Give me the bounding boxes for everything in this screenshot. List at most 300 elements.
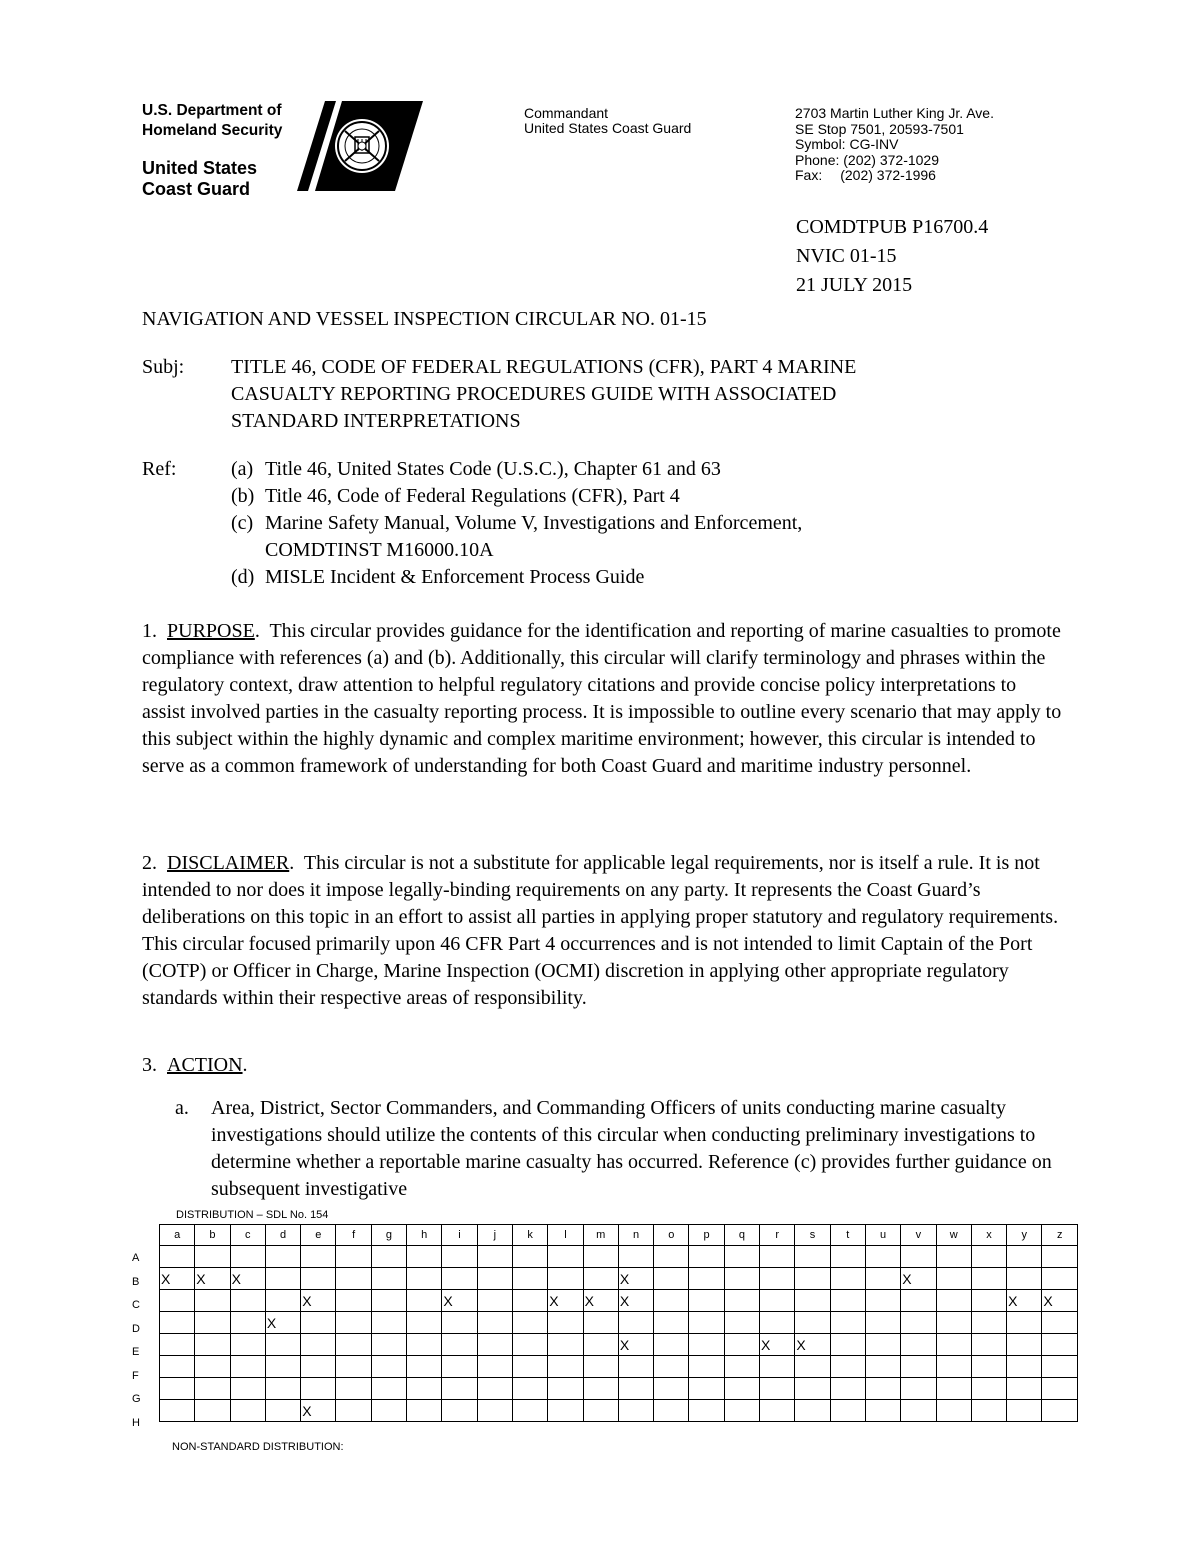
distribution-cell <box>442 1356 477 1378</box>
distribution-cell <box>795 1378 830 1400</box>
distribution-cell <box>936 1268 971 1290</box>
distribution-cell: X <box>618 1334 653 1356</box>
distribution-cell: X <box>795 1334 830 1356</box>
distribution-cell <box>160 1246 195 1268</box>
distribution-cell <box>265 1400 300 1422</box>
distribution-cell <box>230 1334 265 1356</box>
action-item-a <box>175 1095 1055 1203</box>
distribution-cell: X <box>618 1290 653 1312</box>
org-line-1: United States <box>142 158 258 178</box>
distribution-cell: X <box>301 1400 336 1422</box>
distribution-cell <box>407 1268 442 1290</box>
commandant-line-2: United States Coast Guard <box>524 120 692 136</box>
distribution-column-g: g <box>371 1225 406 1246</box>
org-line-2: Coast Guard <box>142 179 251 199</box>
fax-label: Fax: <box>795 167 823 183</box>
distribution-cell <box>160 1312 195 1334</box>
distribution-column-n: n <box>618 1225 653 1246</box>
distribution-column-q: q <box>724 1225 759 1246</box>
distribution-cell <box>795 1246 830 1268</box>
distribution-cell <box>1007 1268 1042 1290</box>
distribution-cell <box>301 1246 336 1268</box>
distribution-cell <box>689 1334 724 1356</box>
address-street: 2703 Martin Luther King Jr. Ave. <box>795 105 994 121</box>
distribution-column-s: s <box>795 1225 830 1246</box>
distribution-cell <box>689 1290 724 1312</box>
address-symbol: Symbol: CG-INV <box>795 136 899 152</box>
distribution-cell <box>512 1378 547 1400</box>
distribution-cell <box>371 1290 406 1312</box>
distribution-cell <box>477 1334 512 1356</box>
distribution-cell <box>265 1290 300 1312</box>
department-name <box>142 101 282 141</box>
distribution-cell <box>830 1312 865 1334</box>
reference-b-text: Title 46, Code of Federal Regulations (CFR), Part 4 <box>265 485 680 507</box>
distribution-cell <box>548 1312 583 1334</box>
distribution-row-label-B: B <box>132 1275 140 1288</box>
purpose-heading: PURPOSE <box>167 620 255 642</box>
distribution-cell <box>689 1400 724 1422</box>
distribution-cell <box>301 1268 336 1290</box>
distribution-cell <box>654 1268 689 1290</box>
distribution-cell <box>583 1268 618 1290</box>
distribution-cell <box>336 1400 371 1422</box>
distribution-cell <box>689 1378 724 1400</box>
distribution-row-D <box>160 1312 1078 1334</box>
distribution-cell <box>724 1290 759 1312</box>
distribution-cell <box>336 1268 371 1290</box>
distribution-cell <box>371 1246 406 1268</box>
distribution-cell <box>265 1246 300 1268</box>
distribution-cell <box>230 1246 265 1268</box>
distribution-cell <box>195 1356 230 1378</box>
distribution-cell <box>901 1400 936 1422</box>
distribution-row-B <box>160 1268 1078 1290</box>
distribution-cell <box>1007 1246 1042 1268</box>
distribution-cell <box>442 1334 477 1356</box>
distribution-cell: X <box>160 1268 195 1290</box>
distribution-cell <box>1042 1246 1078 1268</box>
distribution-column-w: w <box>936 1225 971 1246</box>
distribution-cell <box>936 1400 971 1422</box>
distribution-cell <box>371 1268 406 1290</box>
distribution-column-f: f <box>336 1225 371 1246</box>
distribution-cell <box>971 1400 1006 1422</box>
distribution-cell <box>301 1312 336 1334</box>
distribution-column-o: o <box>654 1225 689 1246</box>
distribution-table <box>159 1224 1078 1422</box>
distribution-cell <box>689 1268 724 1290</box>
distribution-cell <box>760 1312 795 1334</box>
distribution-cell: X <box>442 1290 477 1312</box>
distribution-cell <box>1007 1400 1042 1422</box>
coast-guard-seal-icon <box>297 101 427 199</box>
distribution-column-h: h <box>407 1225 442 1246</box>
distribution-row-H <box>160 1400 1078 1422</box>
distribution-cell <box>830 1246 865 1268</box>
action-number: 3. <box>142 1054 157 1076</box>
distribution-cell <box>512 1312 547 1334</box>
distribution-cell <box>865 1268 900 1290</box>
distribution-cell <box>583 1312 618 1334</box>
distribution-cell <box>477 1400 512 1422</box>
distribution-cell <box>548 1378 583 1400</box>
distribution-column-x: x <box>971 1225 1006 1246</box>
distribution-cell <box>477 1356 512 1378</box>
distribution-cell <box>1007 1356 1042 1378</box>
page-title: NAVIGATION AND VESSEL INSPECTION CIRCULAR NO. 01-15 <box>142 308 707 330</box>
distribution-cell <box>407 1290 442 1312</box>
distribution-cell <box>1042 1334 1078 1356</box>
distribution-cell <box>618 1312 653 1334</box>
reference-label: Ref: <box>142 458 177 480</box>
distribution-cell <box>230 1378 265 1400</box>
distribution-cell <box>442 1378 477 1400</box>
distribution-cell <box>265 1334 300 1356</box>
reference-a-text: Title 46, United States Code (U.S.C.), Chapter 61 and 63 <box>265 458 721 480</box>
distribution-column-m: m <box>583 1225 618 1246</box>
distribution-cell <box>901 1334 936 1356</box>
distribution-cell <box>583 1356 618 1378</box>
distribution-cell <box>407 1400 442 1422</box>
distribution-cell <box>760 1268 795 1290</box>
subject-line-2: CASUALTY REPORTING PROCEDURES GUIDE WITH ASSOCIATED <box>231 383 837 405</box>
distribution-cell <box>936 1378 971 1400</box>
distribution-cell <box>371 1378 406 1400</box>
distribution-cell <box>336 1334 371 1356</box>
distribution-cell <box>865 1378 900 1400</box>
disclaimer-number: 2. <box>142 852 157 874</box>
distribution-cell <box>971 1290 1006 1312</box>
reference-b-letter: (b) <box>231 485 255 507</box>
distribution-column-p: p <box>689 1225 724 1246</box>
distribution-cell <box>760 1378 795 1400</box>
reference-d-text: MISLE Incident & Enforcement Process Guide <box>265 566 645 588</box>
distribution-cell <box>512 1334 547 1356</box>
distribution-cell <box>301 1334 336 1356</box>
action-heading-line: 3. ACTION. <box>142 1054 248 1076</box>
distribution-cell <box>548 1334 583 1356</box>
distribution-cell: X <box>195 1268 230 1290</box>
address-fax <box>795 168 994 184</box>
distribution-cell <box>936 1290 971 1312</box>
distribution-cell <box>795 1312 830 1334</box>
distribution-cell <box>512 1290 547 1312</box>
distribution-cell <box>865 1334 900 1356</box>
distribution-cell <box>865 1290 900 1312</box>
distribution-column-c: c <box>230 1225 265 1246</box>
distribution-cell <box>760 1400 795 1422</box>
reference-list <box>231 456 802 591</box>
distribution-cell <box>160 1356 195 1378</box>
dept-line-1: U.S. Department of <box>142 102 282 119</box>
distribution-cell <box>724 1378 759 1400</box>
distribution-cell <box>407 1312 442 1334</box>
distribution-cell <box>971 1334 1006 1356</box>
distribution-cell <box>1007 1334 1042 1356</box>
distribution-cell <box>548 1356 583 1378</box>
distribution-cell: X <box>1007 1290 1042 1312</box>
distribution-cell <box>830 1378 865 1400</box>
distribution-cell <box>477 1290 512 1312</box>
distribution-cell <box>795 1268 830 1290</box>
distribution-cell <box>901 1356 936 1378</box>
distribution-row-label-G: G <box>132 1393 141 1405</box>
distribution-cell <box>336 1312 371 1334</box>
disclaimer-paragraph: 2. DISCLAIMER. This circular is not a substitute for applicable legal requirements, nor is itself a rule. It is not intended to nor does it impose legally-binding requirements on any party. It represents the Coast Guard’s deliberations on this topic in an effort to assist all parties in applying proper statutory and regulatory requirements. This circular focused primarily upon 46 CFR Part 4 occurrences and is not intended to limit Captain of the Port (COTP) or Officer in Charge, Marine Inspection (OCMI) discretion in applying other appropriate regulatory standards within their respective areas of responsibility. <box>142 852 1059 1009</box>
distribution-cell <box>265 1378 300 1400</box>
distribution-cell <box>1042 1268 1078 1290</box>
distribution-cell <box>936 1246 971 1268</box>
distribution-cell <box>795 1290 830 1312</box>
distribution-cell <box>971 1268 1006 1290</box>
distribution-cell <box>724 1400 759 1422</box>
reference-c-text: Marine Safety Manual, Volume V, Investigations and Enforcement, <box>265 512 803 534</box>
distribution-cell <box>442 1268 477 1290</box>
distribution-cell <box>512 1356 547 1378</box>
distribution-cell <box>548 1246 583 1268</box>
distribution-column-r: r <box>760 1225 795 1246</box>
nonstandard-distribution: NON-STANDARD DISTRIBUTION: <box>172 1441 344 1453</box>
distribution-cell <box>618 1378 653 1400</box>
distribution-cell <box>865 1246 900 1268</box>
distribution-cell <box>160 1378 195 1400</box>
distribution-row-label-A: A <box>132 1252 140 1264</box>
distribution-cell <box>830 1268 865 1290</box>
distribution-cell <box>160 1290 195 1312</box>
distribution-cell <box>689 1312 724 1334</box>
distribution-row-label-E: E <box>132 1346 140 1358</box>
distribution-column-b: b <box>195 1225 230 1246</box>
distribution-cell <box>195 1378 230 1400</box>
distribution-cell <box>1042 1312 1078 1334</box>
distribution-cell <box>407 1334 442 1356</box>
distribution-cell <box>265 1268 300 1290</box>
distribution-column-d: d <box>265 1225 300 1246</box>
distribution-cell <box>583 1246 618 1268</box>
distribution-column-v: v <box>901 1225 936 1246</box>
distribution-row-E <box>160 1334 1078 1356</box>
distribution-cell <box>689 1246 724 1268</box>
action-a-text: Area, District, Sector Commanders, and Commanding Officers of units conducting marine casualty investigations should utilize the contents of this circular when conducting preliminary investigations to determine whether a reportable marine casualty has occurred. Reference (c) provides further guidance on subsequent investigative <box>211 1097 1052 1200</box>
distribution-cell <box>971 1356 1006 1378</box>
distribution-cell <box>336 1378 371 1400</box>
distribution-cell <box>548 1268 583 1290</box>
distribution-cell <box>971 1246 1006 1268</box>
commandant-line-1: Commandant <box>524 105 609 121</box>
distribution-cell <box>548 1400 583 1422</box>
reference-d-letter: (d) <box>231 566 255 588</box>
distribution-cell <box>230 1290 265 1312</box>
distribution-cell <box>371 1334 406 1356</box>
distribution-cell <box>477 1246 512 1268</box>
distribution-cell <box>936 1356 971 1378</box>
distribution-cell <box>1007 1312 1042 1334</box>
distribution-cell <box>971 1312 1006 1334</box>
distribution-cell <box>1007 1378 1042 1400</box>
distribution-cell <box>583 1334 618 1356</box>
distribution-cell: X <box>901 1268 936 1290</box>
distribution-cell: X <box>265 1312 300 1334</box>
distribution-cell <box>795 1356 830 1378</box>
distribution-cell <box>336 1356 371 1378</box>
subject-text <box>231 354 1021 435</box>
distribution-cell <box>336 1290 371 1312</box>
distribution-column-y: y <box>1007 1225 1042 1246</box>
distribution-cell: X <box>301 1290 336 1312</box>
distribution-cell: X <box>583 1290 618 1312</box>
distribution-cell <box>442 1312 477 1334</box>
distribution-cell <box>830 1290 865 1312</box>
distribution-row-label-H: H <box>132 1416 140 1429</box>
purpose-paragraph: 1. PURPOSE. This circular provides guidance for the identification and reporting of marine casualties to promote compliance with references (a) and (b). Additionally, this circular will clarify terminology and phrases within the regulatory context, draw attention to helpful regulatory citations and provide concise policy interpretations to assist involved parties in the casualty reporting process. It is impossible to outline every scenario that may apply to this subject within the highly dynamic and complex maritime environment; however, this circular is intended to serve as a common framework of understanding for both Coast Guard and maritime industry personnel. <box>142 620 1062 777</box>
distribution-cell <box>760 1290 795 1312</box>
distribution-cell <box>160 1334 195 1356</box>
reference-d <box>231 564 802 591</box>
subject-line-1: TITLE 46, CODE OF FEDERAL REGULATIONS (CFR), PART 4 MARINE <box>231 356 857 378</box>
distribution-cell <box>230 1356 265 1378</box>
purpose-text: This circular provides guidance for the identification and reporting of marine casualties to promote compliance with references (a) and (b). Additionally, this circular will clarify terminology and phrases within the regulatory context, draw attention to helpful regulatory citations and provide concise policy interpretations to assist involved parties in the casualty reporting process. It is impossible to outline every scenario that may apply to this subject within the highly dynamic and complex maritime environment; however, this circular is intended to serve as a common framework of understanding for both Coast Guard and maritime industry personnel. <box>142 620 1062 777</box>
publication-date: 21 JULY 2015 <box>796 274 913 296</box>
distribution-cell: X <box>548 1290 583 1312</box>
distribution-cell <box>195 1400 230 1422</box>
distribution-cell <box>654 1334 689 1356</box>
distribution-cell: X <box>230 1268 265 1290</box>
nvic-number: NVIC 01-15 <box>796 245 897 267</box>
disclaimer-heading: DISCLAIMER <box>167 852 290 874</box>
distribution-cell <box>654 1378 689 1400</box>
distribution-cell <box>724 1246 759 1268</box>
distribution-column-z: z <box>1042 1225 1078 1246</box>
distribution-cell <box>830 1400 865 1422</box>
reference-c <box>231 510 802 537</box>
distribution-column-u: u <box>865 1225 900 1246</box>
distribution-cell <box>865 1400 900 1422</box>
reference-b <box>231 483 802 510</box>
commandant-block <box>524 106 691 136</box>
distribution-column-e: e <box>301 1225 336 1246</box>
distribution-cell <box>160 1400 195 1422</box>
organization-name <box>142 158 257 200</box>
distribution-row-label-C: C <box>132 1299 140 1311</box>
distribution-column-i: i <box>442 1225 477 1246</box>
distribution-cell <box>724 1312 759 1334</box>
distribution-cell <box>230 1312 265 1334</box>
distribution-cell <box>830 1334 865 1356</box>
distribution-row-F <box>160 1356 1078 1378</box>
distribution-cell <box>265 1356 300 1378</box>
dept-line-2: Homeland Security <box>142 122 283 139</box>
distribution-cell <box>618 1356 653 1378</box>
action-a-label: a. <box>175 1097 189 1119</box>
distribution-cell <box>1042 1356 1078 1378</box>
publication-block <box>796 213 988 300</box>
distribution-cell <box>654 1290 689 1312</box>
distribution-cell <box>901 1378 936 1400</box>
distribution-cell <box>724 1334 759 1356</box>
distribution-cell <box>512 1400 547 1422</box>
distribution-cell <box>512 1246 547 1268</box>
comdtpub-number: COMDTPUB P16700.4 <box>796 216 989 238</box>
distribution-cell <box>477 1378 512 1400</box>
distribution-cell <box>760 1246 795 1268</box>
distribution-cell <box>301 1356 336 1378</box>
reference-a <box>231 456 802 483</box>
reference-c-letter: (c) <box>231 512 254 534</box>
distribution-cell <box>583 1378 618 1400</box>
distribution-cell <box>724 1356 759 1378</box>
distribution-cell <box>901 1312 936 1334</box>
distribution-cell <box>195 1334 230 1356</box>
distribution-cell <box>724 1268 759 1290</box>
distribution-cell: X <box>618 1268 653 1290</box>
distribution-cell <box>1042 1378 1078 1400</box>
distribution-cell <box>407 1246 442 1268</box>
distribution-cell <box>689 1356 724 1378</box>
distribution-cell <box>583 1400 618 1422</box>
distribution-cell <box>936 1312 971 1334</box>
distribution-cell <box>654 1312 689 1334</box>
distribution-cell <box>865 1356 900 1378</box>
distribution-cell: X <box>1042 1290 1078 1312</box>
distribution-row-A <box>160 1246 1078 1268</box>
distribution-cell <box>936 1334 971 1356</box>
distribution-cell <box>336 1246 371 1268</box>
address-stop: SE Stop 7501, 20593-7501 <box>795 120 964 137</box>
distribution-row-labels <box>132 1226 158 1435</box>
action-heading: ACTION <box>167 1054 243 1076</box>
distribution-header-row <box>160 1225 1078 1246</box>
distribution-column-k: k <box>512 1225 547 1246</box>
fax-number: (202) 372-1996 <box>840 167 936 183</box>
distribution-cell <box>442 1400 477 1422</box>
distribution-cell: X <box>760 1334 795 1356</box>
distribution-cell <box>618 1400 653 1422</box>
subject-line-3: STANDARD INTERPRETATIONS <box>231 410 521 432</box>
distribution-row-G <box>160 1378 1078 1400</box>
distribution-column-j: j <box>477 1225 512 1246</box>
address-block <box>795 106 994 184</box>
distribution-cell <box>654 1400 689 1422</box>
reference-c-text-continued: COMDTINST M16000.10A <box>265 539 494 561</box>
distribution-cell <box>795 1400 830 1422</box>
distribution-cell <box>618 1246 653 1268</box>
distribution-cell <box>407 1356 442 1378</box>
disclaimer-text: This circular is not a substitute for applicable legal requirements, nor is itself a rule. It is not intended to nor does it impose legally-binding requirements on any party. It represents the Coast Guard’s deliberations on this topic in an effort to assist all parties in applying proper statutory and regulatory requirements. This circular focused primarily upon 46 CFR Part 4 occurrences and is not intended to limit Captain of the Port (COTP) or Officer in Charge, Marine Inspection (OCMI) discretion in applying other appropriate regulatory standards within their respective areas of responsibility. <box>142 852 1059 1009</box>
distribution-cell <box>971 1378 1006 1400</box>
purpose-number: 1. <box>142 620 157 642</box>
distribution-cell <box>195 1290 230 1312</box>
distribution-cell <box>901 1290 936 1312</box>
distribution-cell <box>512 1268 547 1290</box>
distribution-cell <box>442 1246 477 1268</box>
distribution-cell <box>371 1400 406 1422</box>
distribution-cell <box>477 1268 512 1290</box>
distribution-cell <box>1042 1400 1078 1422</box>
distribution-cell <box>901 1246 936 1268</box>
reference-a-letter: (a) <box>231 458 254 480</box>
distribution-cell <box>654 1356 689 1378</box>
distribution-row-C <box>160 1290 1078 1312</box>
distribution-cell <box>760 1356 795 1378</box>
distribution-cell <box>301 1378 336 1400</box>
distribution-cell <box>654 1246 689 1268</box>
distribution-cell <box>477 1312 512 1334</box>
distribution-column-a: a <box>160 1225 195 1246</box>
distribution-cell <box>407 1378 442 1400</box>
distribution-cell <box>865 1312 900 1334</box>
distribution-cell <box>230 1400 265 1422</box>
